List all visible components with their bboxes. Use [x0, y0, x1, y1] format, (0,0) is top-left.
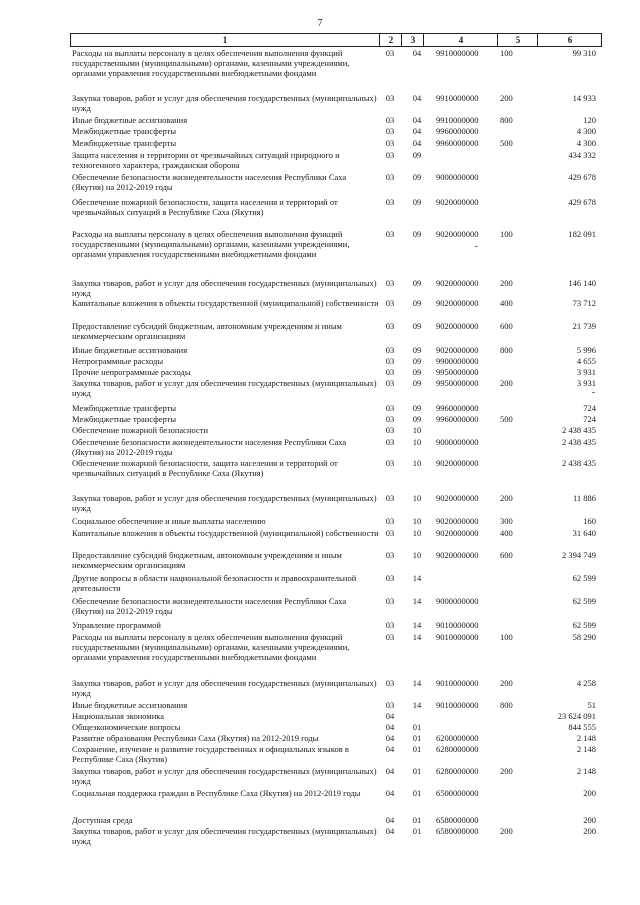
row-name: Обеспечение пожарной безопасности, защита населения и территорий от чрезвычайных ситуаций в Республике Саха (Якутия) — [72, 458, 338, 478]
row-expense-type: 200 — [500, 278, 513, 288]
row-expense-type: 400 — [500, 528, 513, 538]
row-section: 03 — [385, 356, 395, 366]
row-amount: 200 — [583, 788, 596, 798]
row-target-article: 6280000000 — [436, 744, 479, 754]
row-section: 03 — [385, 458, 395, 468]
row-expense-type: 200 — [500, 766, 513, 776]
row-section: 04 — [385, 766, 395, 776]
row-name: Предоставление субсидий бюджетным, автономным учреждениям и иным некоммерческим организациям — [72, 321, 342, 341]
row-amount: 146 140 — [568, 278, 596, 288]
row-target-article: 9020000000 — [436, 493, 479, 503]
row-amount: 99 310 — [572, 48, 596, 58]
row-subsection: 14 — [412, 700, 422, 710]
row-subsection: 14 — [412, 632, 422, 642]
row-subsection: 14 — [412, 620, 422, 630]
row-subsection: 01 — [412, 722, 422, 732]
row-amount: 2 438 435 — [562, 437, 596, 447]
row-expense-type: 200 — [500, 378, 513, 388]
row-section: 03 — [385, 138, 395, 148]
row-section: 03 — [385, 229, 395, 239]
row-target-article: 9960000000 — [436, 414, 479, 424]
row-section: 03 — [385, 516, 395, 526]
row-subsection: 01 — [412, 815, 422, 825]
row-section: 03 — [385, 620, 395, 630]
row-section: 03 — [385, 197, 395, 207]
row-name: Развитие образования Республики Саха (Якутия) на 2012-2019 годы — [72, 733, 319, 743]
row-expense-type: 200 — [500, 493, 513, 503]
row-expense-type: 500 — [500, 138, 513, 148]
row-name: Прочие непрограммные расходы — [72, 367, 191, 377]
row-target-article: 9900000000 — [436, 356, 479, 366]
row-amount: 120 — [583, 115, 596, 125]
row-name: Обеспечение пожарной безопасности — [72, 425, 209, 435]
row-subsection: 04 — [412, 48, 422, 58]
row-amount: 429 678 — [568, 197, 596, 207]
row-amount: 4 300 — [576, 126, 596, 136]
row-amount: 62 599 — [572, 573, 596, 583]
header-col-5: 5 — [497, 34, 538, 46]
row-name: Предоставление субсидий бюджетным, автономным учреждениям и иным некоммерческим организациям — [72, 550, 342, 570]
row-amount: 160 — [583, 516, 596, 526]
scan-mark — [592, 392, 595, 393]
row-target-article: 6280000000 — [436, 766, 479, 776]
header-col-3: 3 — [401, 34, 424, 46]
row-section: 03 — [385, 632, 395, 642]
row-expense-type: 200 — [500, 826, 513, 836]
row-amount: 21 739 — [572, 321, 596, 331]
row-section: 03 — [385, 48, 395, 58]
row-target-article: 9950000000 — [436, 378, 479, 388]
row-amount: 2 148 — [576, 744, 596, 754]
row-name: Закупка товаров, работ и услуг для обеспечения государственных (муниципальных) нужд — [72, 278, 377, 298]
row-expense-type: 300 — [500, 516, 513, 526]
row-name: Сохранение, изучение и развитие государственных и официальных языков в Республике Саха (Якутия) — [72, 744, 349, 764]
row-expense-type: 600 — [500, 550, 513, 560]
row-name: Защита населения и территории от чрезвычайных ситуаций природного и техногенного характера, гражданская оборона — [72, 150, 340, 170]
row-amount: 4 655 — [576, 356, 596, 366]
row-name: Закупка товаров, работ и услуг для обеспечения государственных (муниципальных) нужд — [72, 766, 377, 786]
row-amount: 434 332 — [568, 150, 596, 160]
row-target-article: 6200000000 — [436, 733, 479, 743]
header-col-6: 6 — [537, 34, 602, 46]
row-name: Иные бюджетные ассигнования — [72, 345, 188, 355]
row-name: Социальное обеспечение и иные выплаты населению — [72, 516, 266, 526]
row-amount: 73 712 — [572, 298, 596, 308]
row-name: Доступная среда — [72, 815, 133, 825]
row-expense-type: 100 — [500, 632, 513, 642]
row-section: 04 — [385, 788, 395, 798]
row-target-article: 9000000000 — [436, 437, 479, 447]
row-section: 03 — [385, 378, 395, 388]
row-name: Закупка товаров, работ и услуг для обеспечения государственных (муниципальных) нужд — [72, 93, 377, 113]
row-name: Иные бюджетные ассигнования — [72, 700, 188, 710]
row-target-article: 9010000000 — [436, 700, 479, 710]
row-section: 04 — [385, 826, 395, 836]
row-name: Расходы на выплаты персоналу в целях обеспечения выполнения функций государственными (муниципальными) органами, казенными учреждениями, органами управления государственными внебюджетными фондами — [72, 48, 350, 78]
row-subsection: 09 — [412, 197, 422, 207]
row-amount: 62 599 — [572, 596, 596, 606]
row-amount: 2 438 435 — [562, 458, 596, 468]
row-target-article: 9020000000 — [436, 229, 479, 239]
row-expense-type: 200 — [500, 678, 513, 688]
row-name: Капитальные вложения в объекты государственной (муниципальной) собственности — [72, 298, 379, 308]
row-subsection: 09 — [412, 345, 422, 355]
scan-mark — [475, 246, 478, 247]
row-target-article: 6580000000 — [436, 826, 479, 836]
row-section: 03 — [385, 278, 395, 288]
row-subsection: 01 — [412, 788, 422, 798]
row-expense-type: 100 — [500, 48, 513, 58]
row-expense-type: 800 — [500, 115, 513, 125]
row-amount: 51 — [587, 700, 596, 710]
row-target-article: 9010000000 — [436, 632, 479, 642]
row-subsection: 09 — [412, 229, 422, 239]
row-subsection: 01 — [412, 744, 422, 754]
row-name: Обеспечение безопасности жизнедеятельности населения Республики Саха (Якутия) на 2012-2019 годы — [72, 172, 347, 192]
row-expense-type: 500 — [500, 414, 513, 424]
row-amount: 3 931 — [576, 367, 596, 377]
row-section: 04 — [385, 815, 395, 825]
row-name: Расходы на выплаты персоналу в целях обеспечения выполнения функций государственными (муниципальными) органами, казенными учреждениями, органами управления государственными внебюджетными фондами — [72, 632, 350, 662]
row-amount: 62 599 — [572, 620, 596, 630]
row-name: Иные бюджетные ассигнования — [72, 115, 188, 125]
row-subsection: 09 — [412, 378, 422, 388]
row-name: Национальная экономика — [72, 711, 165, 721]
row-section: 03 — [385, 403, 395, 413]
row-subsection: 10 — [412, 528, 422, 538]
row-target-article: 9950000000 — [436, 367, 479, 377]
row-section: 03 — [385, 150, 395, 160]
row-expense-type: 200 — [500, 93, 513, 103]
row-subsection: 09 — [412, 278, 422, 288]
row-target-article: 9020000000 — [436, 197, 479, 207]
row-expense-type: 800 — [500, 345, 513, 355]
row-amount: 23 624 091 — [557, 711, 596, 721]
row-subsection: 10 — [412, 516, 422, 526]
row-amount: 182 091 — [568, 229, 596, 239]
row-target-article: 9020000000 — [436, 298, 479, 308]
row-section: 03 — [385, 126, 395, 136]
row-amount: 3 931 — [576, 378, 596, 388]
row-expense-type: 400 — [500, 298, 513, 308]
row-name: Капитальные вложения в объекты государственной (муниципальной) собственности — [72, 528, 379, 538]
row-amount: 58 290 — [572, 632, 596, 642]
row-target-article: 9910000000 — [436, 93, 479, 103]
row-target-article: 9960000000 — [436, 138, 479, 148]
row-amount: 200 — [583, 826, 596, 836]
row-section: 03 — [385, 93, 395, 103]
row-section: 03 — [385, 414, 395, 424]
row-section: 03 — [385, 172, 395, 182]
row-amount: 5 996 — [576, 345, 596, 355]
row-subsection: 09 — [412, 172, 422, 182]
row-target-article: 9010000000 — [436, 678, 479, 688]
row-name: Закупка товаров, работ и услуг для обеспечения государственных (муниципальных) нужд — [72, 378, 377, 398]
row-section: 03 — [385, 425, 395, 435]
row-amount: 31 640 — [572, 528, 596, 538]
row-name: Расходы на выплаты персоналу в целях обеспечения выполнения функций государственными (муниципальными) органами, казенными учреждениями, органами управления государственными внебюджетными фондами — [72, 229, 350, 259]
row-section: 04 — [385, 744, 395, 754]
row-subsection: 04 — [412, 126, 422, 136]
row-name: Обеспечение безопасности жизнедеятельности населения Республики Саха (Якутия) на 2012-2019 годы — [72, 437, 347, 457]
row-name: Управление программой — [72, 620, 161, 630]
header-col-1: 1 — [222, 35, 228, 45]
row-target-article: 9910000000 — [436, 48, 479, 58]
row-section: 03 — [385, 367, 395, 377]
row-section: 03 — [385, 573, 395, 583]
row-amount: 200 — [583, 815, 596, 825]
row-target-article: 9010000000 — [436, 620, 479, 630]
row-name: Другие вопросы в области национальной безопасности и правоохранительной деятельности — [72, 573, 357, 593]
row-subsection: 09 — [412, 403, 422, 413]
row-target-article: 9020000000 — [436, 321, 479, 331]
row-name: Социальная поддержка граждан в Республике Саха (Якутия) на 2012-2019 годы — [72, 788, 361, 798]
row-target-article: 9020000000 — [436, 345, 479, 355]
row-subsection: 04 — [412, 93, 422, 103]
row-subsection: 04 — [412, 138, 422, 148]
row-subsection: 09 — [412, 298, 422, 308]
header-col-4: 4 — [423, 34, 498, 46]
row-amount: 2 148 — [576, 733, 596, 743]
row-section: 03 — [385, 678, 395, 688]
row-name: Закупка товаров, работ и услуг для обеспечения государственных (муниципальных) нужд — [72, 678, 377, 698]
row-subsection: 09 — [412, 321, 422, 331]
row-expense-type: 100 — [500, 229, 513, 239]
row-amount: 2 148 — [576, 766, 596, 776]
row-amount: 14 933 — [572, 93, 596, 103]
row-target-article: 6580000000 — [436, 815, 479, 825]
table-header — [70, 33, 602, 47]
row-amount: 429 678 — [568, 172, 596, 182]
row-expense-type: 800 — [500, 700, 513, 710]
row-target-article: 9000000000 — [436, 596, 479, 606]
row-amount: 2 438 435 — [562, 425, 596, 435]
row-section: 03 — [385, 298, 395, 308]
row-section: 04 — [385, 722, 395, 732]
row-amount: 11 886 — [572, 493, 596, 503]
row-subsection: 14 — [412, 573, 422, 583]
row-section: 03 — [385, 528, 395, 538]
row-expense-type: 600 — [500, 321, 513, 331]
row-name: Закупка товаров, работ и услуг для обеспечения государственных (муниципальных) нужд — [72, 826, 377, 846]
row-target-article: 9910000000 — [436, 115, 479, 125]
row-subsection: 09 — [412, 150, 422, 160]
row-target-article: 9020000000 — [436, 278, 479, 288]
row-subsection: 10 — [412, 458, 422, 468]
row-target-article: 6500000000 — [436, 788, 479, 798]
row-target-article: 9020000000 — [436, 458, 479, 468]
row-section: 03 — [385, 437, 395, 447]
row-target-article: 9020000000 — [436, 528, 479, 538]
row-name: Непрограммные расходы — [72, 356, 164, 366]
row-section: 03 — [385, 321, 395, 331]
row-name: Обеспечение безопасности жизнедеятельности населения Республики Саха (Якутия) на 2012-2019 годы — [72, 596, 347, 616]
row-subsection: 09 — [412, 356, 422, 366]
row-subsection: 09 — [412, 367, 422, 377]
row-amount: 724 — [583, 414, 596, 424]
row-target-article: 9020000000 — [436, 550, 479, 560]
row-section: 04 — [385, 733, 395, 743]
row-amount: 4 258 — [576, 678, 596, 688]
row-subsection: 14 — [412, 596, 422, 606]
row-subsection: 10 — [412, 425, 422, 435]
row-section: 03 — [385, 550, 395, 560]
header-col-2: 2 — [379, 34, 402, 46]
row-section: 03 — [385, 493, 395, 503]
row-section: 04 — [385, 711, 395, 721]
row-name: Межбюджетные трансферты — [72, 138, 177, 148]
row-subsection: 10 — [412, 550, 422, 560]
row-subsection: 10 — [412, 493, 422, 503]
row-name: Межбюджетные трансферты — [72, 403, 177, 413]
row-subsection: 01 — [412, 766, 422, 776]
row-section: 03 — [385, 700, 395, 710]
row-subsection: 01 — [412, 733, 422, 743]
row-name: Межбюджетные трансферты — [72, 414, 177, 424]
row-subsection: 10 — [412, 437, 422, 447]
row-target-article: 9020000000 — [436, 516, 479, 526]
row-target-article: 9000000000 — [436, 172, 479, 182]
page-number: 7 — [317, 18, 323, 29]
row-amount: 2 394 749 — [562, 550, 596, 560]
row-name: Закупка товаров, работ и услуг для обеспечения государственных (муниципальных) нужд — [72, 493, 377, 513]
row-subsection: 01 — [412, 826, 422, 836]
row-subsection: 09 — [412, 414, 422, 424]
row-amount: 844 555 — [568, 722, 596, 732]
row-section: 03 — [385, 596, 395, 606]
row-section: 03 — [385, 115, 395, 125]
row-amount: 724 — [583, 403, 596, 413]
row-subsection: 14 — [412, 678, 422, 688]
row-target-article: 9960000000 — [436, 126, 479, 136]
row-amount: 4 300 — [576, 138, 596, 148]
row-target-article: 9960000000 — [436, 403, 479, 413]
row-name: Межбюджетные трансферты — [72, 126, 177, 136]
row-subsection: 04 — [412, 115, 422, 125]
row-name: Обеспечение пожарной безопасности, защита населения и территорий от чрезвычайных ситуаций в Республике Саха (Якутия) — [72, 197, 338, 217]
row-section: 03 — [385, 345, 395, 355]
row-name: Общеэкономические вопросы — [72, 722, 181, 732]
